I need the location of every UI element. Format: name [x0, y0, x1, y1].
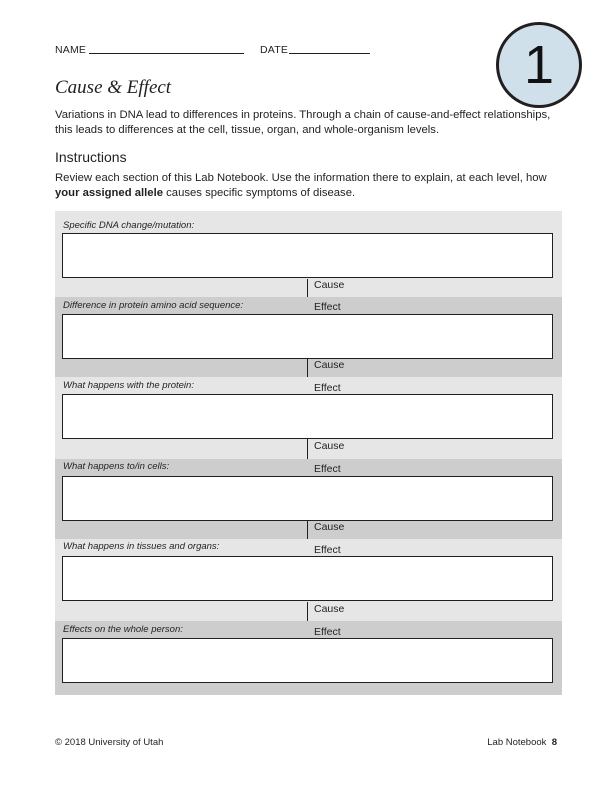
effect-label: Effect — [314, 626, 341, 638]
notebook-label: Lab Notebook — [487, 737, 547, 748]
answer-box-dna-change[interactable] — [62, 233, 553, 278]
cause-label: Cause — [314, 521, 345, 533]
answer-box-protein[interactable] — [62, 394, 553, 439]
effect-label: Effect — [314, 544, 341, 556]
page-number-badge — [496, 22, 582, 108]
cause-label: Cause — [314, 603, 345, 615]
cause-effect-diagram — [55, 211, 562, 695]
step-label: What happens to/in cells: — [63, 461, 170, 472]
assigned-allele-emphasis: your assigned allele — [55, 187, 163, 199]
instructions-heading: Instructions — [55, 149, 127, 165]
page-footer-right — [487, 737, 557, 748]
effect-label: Effect — [314, 463, 341, 475]
step-label: What happens with the protein: — [63, 380, 194, 391]
name-label: NAME — [55, 44, 87, 56]
date-label: DATE — [260, 44, 289, 56]
effect-label: Effect — [314, 382, 341, 394]
badge-number: 1 — [523, 35, 555, 95]
answer-box-tissues-organs[interactable] — [62, 556, 553, 601]
intro-paragraph: Variations in DNA lead to differences in proteins. Through a chain of cause-and-effect relationships, this leads to differences at the cell, tissue, organ, and whole-organism levels. — [55, 109, 551, 136]
step-label: Specific DNA change/mutation: — [63, 220, 195, 231]
answer-box-protein-sequence[interactable] — [62, 314, 553, 359]
page-number: 8 — [551, 737, 557, 748]
instructions-text-part: causes specific symptoms of disease. — [163, 187, 356, 199]
name-field[interactable] — [89, 53, 244, 54]
instructions-text-part: Review each section of this Lab Notebook. Use the information there to explain, at each level, how — [55, 172, 547, 184]
page-title: Cause & Effect — [55, 77, 172, 98]
cause-label: Cause — [314, 279, 345, 291]
cause-label: Cause — [314, 440, 345, 452]
copyright: © 2018 University of Utah — [55, 737, 164, 748]
answer-box-whole-person[interactable] — [62, 638, 553, 683]
step-label: What happens in tissues and organs: — [63, 541, 220, 552]
step-label: Difference in protein amino acid sequence: — [63, 300, 244, 311]
date-field[interactable] — [289, 53, 370, 54]
step-label: Effects on the whole person: — [63, 624, 183, 635]
answer-box-cells[interactable] — [62, 476, 553, 521]
cause-label: Cause — [314, 359, 345, 371]
effect-label: Effect — [314, 301, 341, 313]
instructions-text — [55, 171, 560, 201]
